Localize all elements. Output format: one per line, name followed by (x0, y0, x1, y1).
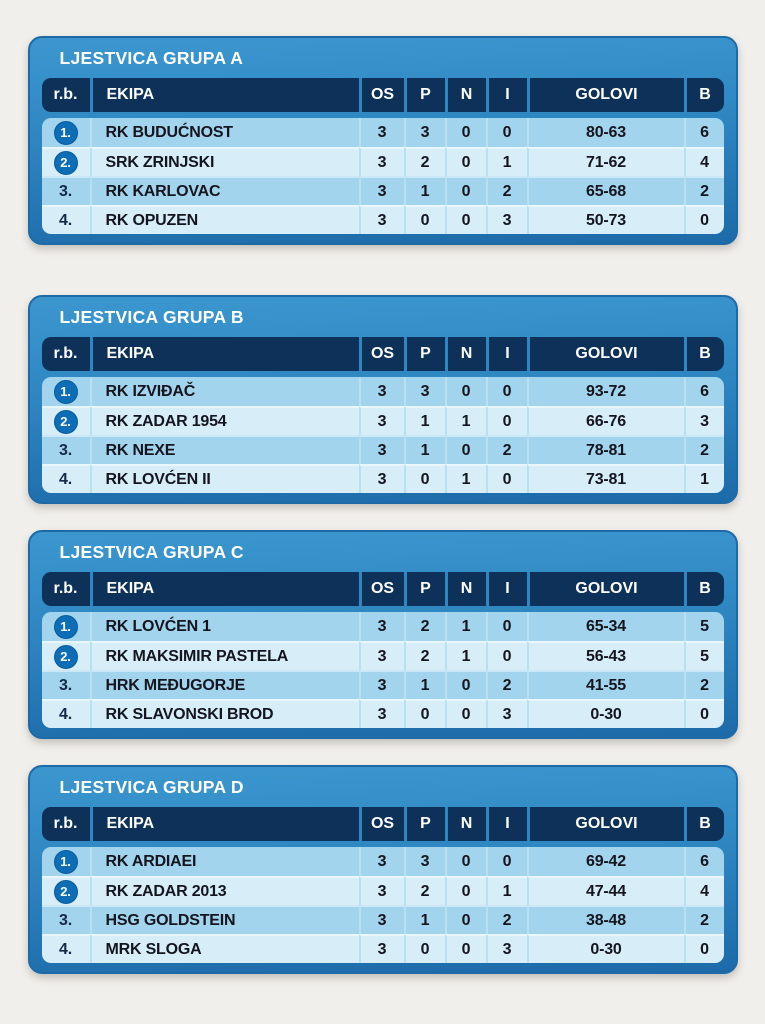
column-header-n: N (445, 337, 486, 371)
team-name: HSG GOLDSTEIN (90, 905, 359, 934)
stat-golovi: 73-81 (527, 464, 684, 493)
rank-label: 4. (59, 470, 72, 488)
stat-golovi: 93-72 (527, 377, 684, 406)
stat-golovi: 80-63 (527, 118, 684, 147)
stat-p: 1 (404, 176, 445, 205)
team-name: RK ARDIAEI (90, 847, 359, 876)
table-row (42, 699, 724, 728)
column-header-p: P (404, 572, 445, 606)
stat-golovi: 38-48 (527, 905, 684, 934)
stat-b: 1 (684, 464, 724, 493)
team-name: RK ZADAR 1954 (90, 406, 359, 435)
stat-golovi: 65-34 (527, 612, 684, 641)
column-header-rank: r.b. (42, 78, 90, 112)
stat-i: 1 (486, 876, 527, 905)
team-name: HRK MEĐUGORJE (90, 670, 359, 699)
column-header-team: EKIPA (90, 78, 359, 112)
header-row (42, 807, 724, 841)
column-header-n: N (445, 807, 486, 841)
table-row (42, 670, 724, 699)
stat-b: 6 (684, 847, 724, 876)
column-header-rank: r.b. (42, 337, 90, 371)
table-row (42, 118, 724, 147)
stat-golovi: 71-62 (527, 147, 684, 176)
stat-i: 0 (486, 377, 527, 406)
table-title: LJESTVICA GRUPA C (59, 541, 244, 562)
table-body (42, 612, 724, 728)
column-header-n: N (445, 78, 486, 112)
rank-cell (42, 699, 90, 728)
stat-os: 3 (359, 876, 404, 905)
stat-b: 0 (684, 205, 724, 234)
team-name: RK NEXE (90, 435, 359, 464)
stat-n: 0 (445, 905, 486, 934)
team-name: RK KARLOVAC (90, 176, 359, 205)
rank-label: 3. (59, 441, 72, 459)
column-header-b: B (684, 337, 724, 371)
stat-b: 0 (684, 699, 724, 728)
stat-n: 0 (445, 876, 486, 905)
stat-p: 1 (404, 435, 445, 464)
column-header-i: I (486, 337, 527, 371)
stat-p: 0 (404, 699, 445, 728)
stat-b: 2 (684, 905, 724, 934)
rank-label: 4. (59, 211, 72, 229)
rank-badge: 2. (54, 880, 78, 904)
rank-badge: 1. (54, 121, 78, 145)
stat-os: 3 (359, 847, 404, 876)
stat-p: 0 (404, 934, 445, 963)
table-row (42, 147, 724, 176)
column-header-rank: r.b. (42, 807, 90, 841)
column-header-team: EKIPA (90, 572, 359, 606)
column-header-p: P (404, 78, 445, 112)
rank-cell (42, 176, 90, 205)
stat-i: 0 (486, 464, 527, 493)
stat-b: 5 (684, 612, 724, 641)
team-name: RK OPUZEN (90, 205, 359, 234)
stat-os: 3 (359, 670, 404, 699)
header-row (42, 337, 724, 371)
stat-n: 1 (445, 464, 486, 493)
column-header-os: OS (359, 337, 404, 371)
team-name: RK LOVĆEN 1 (90, 612, 359, 641)
table-title: LJESTVICA GRUPA B (59, 306, 244, 327)
table-body (42, 118, 724, 234)
column-header-team: EKIPA (90, 337, 359, 371)
stat-b: 3 (684, 406, 724, 435)
stat-i: 2 (486, 435, 527, 464)
stat-n: 0 (445, 934, 486, 963)
rank-badge: 1. (54, 850, 78, 874)
stat-n: 0 (445, 435, 486, 464)
table-row (42, 406, 724, 435)
stat-i: 0 (486, 612, 527, 641)
stat-os: 3 (359, 406, 404, 435)
rank-cell (42, 435, 90, 464)
rank-cell (42, 464, 90, 493)
stat-p: 1 (404, 406, 445, 435)
stat-i: 3 (486, 934, 527, 963)
rank-badge: 2. (54, 410, 78, 434)
stat-p: 3 (404, 847, 445, 876)
stat-n: 1 (445, 641, 486, 670)
stat-i: 3 (486, 205, 527, 234)
rank-cell (42, 641, 90, 670)
column-header-golovi: GOLOVI (527, 572, 684, 606)
column-header-b: B (684, 572, 724, 606)
stat-os: 3 (359, 905, 404, 934)
table-body (42, 847, 724, 963)
stat-i: 1 (486, 147, 527, 176)
rank-label: 3. (59, 182, 72, 200)
rank-label: 4. (59, 940, 72, 958)
stat-i: 2 (486, 176, 527, 205)
column-header-b: B (684, 78, 724, 112)
rank-label: 3. (59, 676, 72, 694)
rank-label: 3. (59, 911, 72, 929)
column-header-team: EKIPA (90, 807, 359, 841)
column-header-rank: r.b. (42, 572, 90, 606)
stat-b: 0 (684, 934, 724, 963)
stat-golovi: 56-43 (527, 641, 684, 670)
stat-os: 3 (359, 612, 404, 641)
table-row (42, 435, 724, 464)
stat-p: 0 (404, 205, 445, 234)
stat-b: 6 (684, 118, 724, 147)
stat-os: 3 (359, 464, 404, 493)
column-header-p: P (404, 807, 445, 841)
stat-p: 2 (404, 641, 445, 670)
stat-n: 0 (445, 176, 486, 205)
table-row (42, 641, 724, 670)
stat-n: 0 (445, 147, 486, 176)
header-row (42, 78, 724, 112)
column-header-golovi: GOLOVI (527, 337, 684, 371)
stat-p: 2 (404, 876, 445, 905)
stat-n: 0 (445, 377, 486, 406)
stat-n: 0 (445, 205, 486, 234)
rank-cell (42, 876, 90, 905)
table-row (42, 464, 724, 493)
stat-i: 0 (486, 641, 527, 670)
stat-os: 3 (359, 934, 404, 963)
group-table-card (28, 36, 738, 245)
stat-os: 3 (359, 118, 404, 147)
column-header-i: I (486, 78, 527, 112)
stat-golovi: 47-44 (527, 876, 684, 905)
column-header-i: I (486, 572, 527, 606)
rank-cell (42, 670, 90, 699)
stat-b: 5 (684, 641, 724, 670)
stat-n: 0 (445, 118, 486, 147)
stat-b: 6 (684, 377, 724, 406)
stat-p: 3 (404, 118, 445, 147)
stat-b: 2 (684, 670, 724, 699)
team-name: RK SLAVONSKI BROD (90, 699, 359, 728)
column-header-i: I (486, 807, 527, 841)
stat-p: 0 (404, 464, 445, 493)
stat-golovi: 65-68 (527, 176, 684, 205)
rank-cell (42, 612, 90, 641)
table-row (42, 934, 724, 963)
column-header-b: B (684, 807, 724, 841)
team-name: RK IZVIĐAČ (90, 377, 359, 406)
stat-i: 3 (486, 699, 527, 728)
stat-i: 0 (486, 406, 527, 435)
rank-cell (42, 377, 90, 406)
table-row (42, 377, 724, 406)
stat-os: 3 (359, 176, 404, 205)
stat-p: 1 (404, 905, 445, 934)
column-header-n: N (445, 572, 486, 606)
table-row (42, 876, 724, 905)
stat-os: 3 (359, 377, 404, 406)
rank-cell (42, 406, 90, 435)
rank-cell (42, 934, 90, 963)
stat-n: 1 (445, 612, 486, 641)
stat-os: 3 (359, 699, 404, 728)
stat-p: 1 (404, 670, 445, 699)
stat-golovi: 66-76 (527, 406, 684, 435)
team-name: RK BUDUĆNOST (90, 118, 359, 147)
table-row (42, 847, 724, 876)
stat-b: 2 (684, 435, 724, 464)
rank-badge: 1. (54, 380, 78, 404)
column-header-p: P (404, 337, 445, 371)
team-name: SRK ZRINJSKI (90, 147, 359, 176)
group-table-card (28, 765, 738, 974)
stat-i: 0 (486, 118, 527, 147)
team-name: MRK SLOGA (90, 934, 359, 963)
stat-golovi: 78-81 (527, 435, 684, 464)
table-row (42, 905, 724, 934)
rank-badge: 2. (54, 151, 78, 175)
stat-i: 2 (486, 670, 527, 699)
stat-golovi: 0-30 (527, 699, 684, 728)
column-header-os: OS (359, 572, 404, 606)
table-row (42, 612, 724, 641)
stat-golovi: 50-73 (527, 205, 684, 234)
stat-n: 1 (445, 406, 486, 435)
rank-badge: 1. (54, 615, 78, 639)
stat-p: 2 (404, 612, 445, 641)
group-table-card (28, 530, 738, 739)
team-name: RK LOVĆEN II (90, 464, 359, 493)
stat-n: 0 (445, 847, 486, 876)
stat-golovi: 69-42 (527, 847, 684, 876)
table-body (42, 377, 724, 493)
rank-cell (42, 147, 90, 176)
stat-n: 0 (445, 699, 486, 728)
stat-os: 3 (359, 435, 404, 464)
rank-cell (42, 905, 90, 934)
stat-os: 3 (359, 205, 404, 234)
rank-cell (42, 205, 90, 234)
stat-p: 3 (404, 377, 445, 406)
column-header-golovi: GOLOVI (527, 807, 684, 841)
stat-os: 3 (359, 641, 404, 670)
column-header-golovi: GOLOVI (527, 78, 684, 112)
team-name: RK MAKSIMIR PASTELA (90, 641, 359, 670)
stat-i: 2 (486, 905, 527, 934)
rank-badge: 2. (54, 645, 78, 669)
stat-os: 3 (359, 147, 404, 176)
table-title: LJESTVICA GRUPA D (59, 776, 244, 797)
group-table-card (28, 295, 738, 504)
stat-b: 4 (684, 876, 724, 905)
stat-p: 2 (404, 147, 445, 176)
stat-golovi: 0-30 (527, 934, 684, 963)
rank-label: 4. (59, 705, 72, 723)
rank-cell (42, 118, 90, 147)
table-row (42, 176, 724, 205)
stat-n: 0 (445, 670, 486, 699)
table-title: LJESTVICA GRUPA A (59, 47, 244, 68)
rank-cell (42, 847, 90, 876)
header-row (42, 572, 724, 606)
stat-i: 0 (486, 847, 527, 876)
stat-b: 4 (684, 147, 724, 176)
table-row (42, 205, 724, 234)
column-header-os: OS (359, 807, 404, 841)
column-header-os: OS (359, 78, 404, 112)
team-name: RK ZADAR 2013 (90, 876, 359, 905)
stat-b: 2 (684, 176, 724, 205)
stat-golovi: 41-55 (527, 670, 684, 699)
